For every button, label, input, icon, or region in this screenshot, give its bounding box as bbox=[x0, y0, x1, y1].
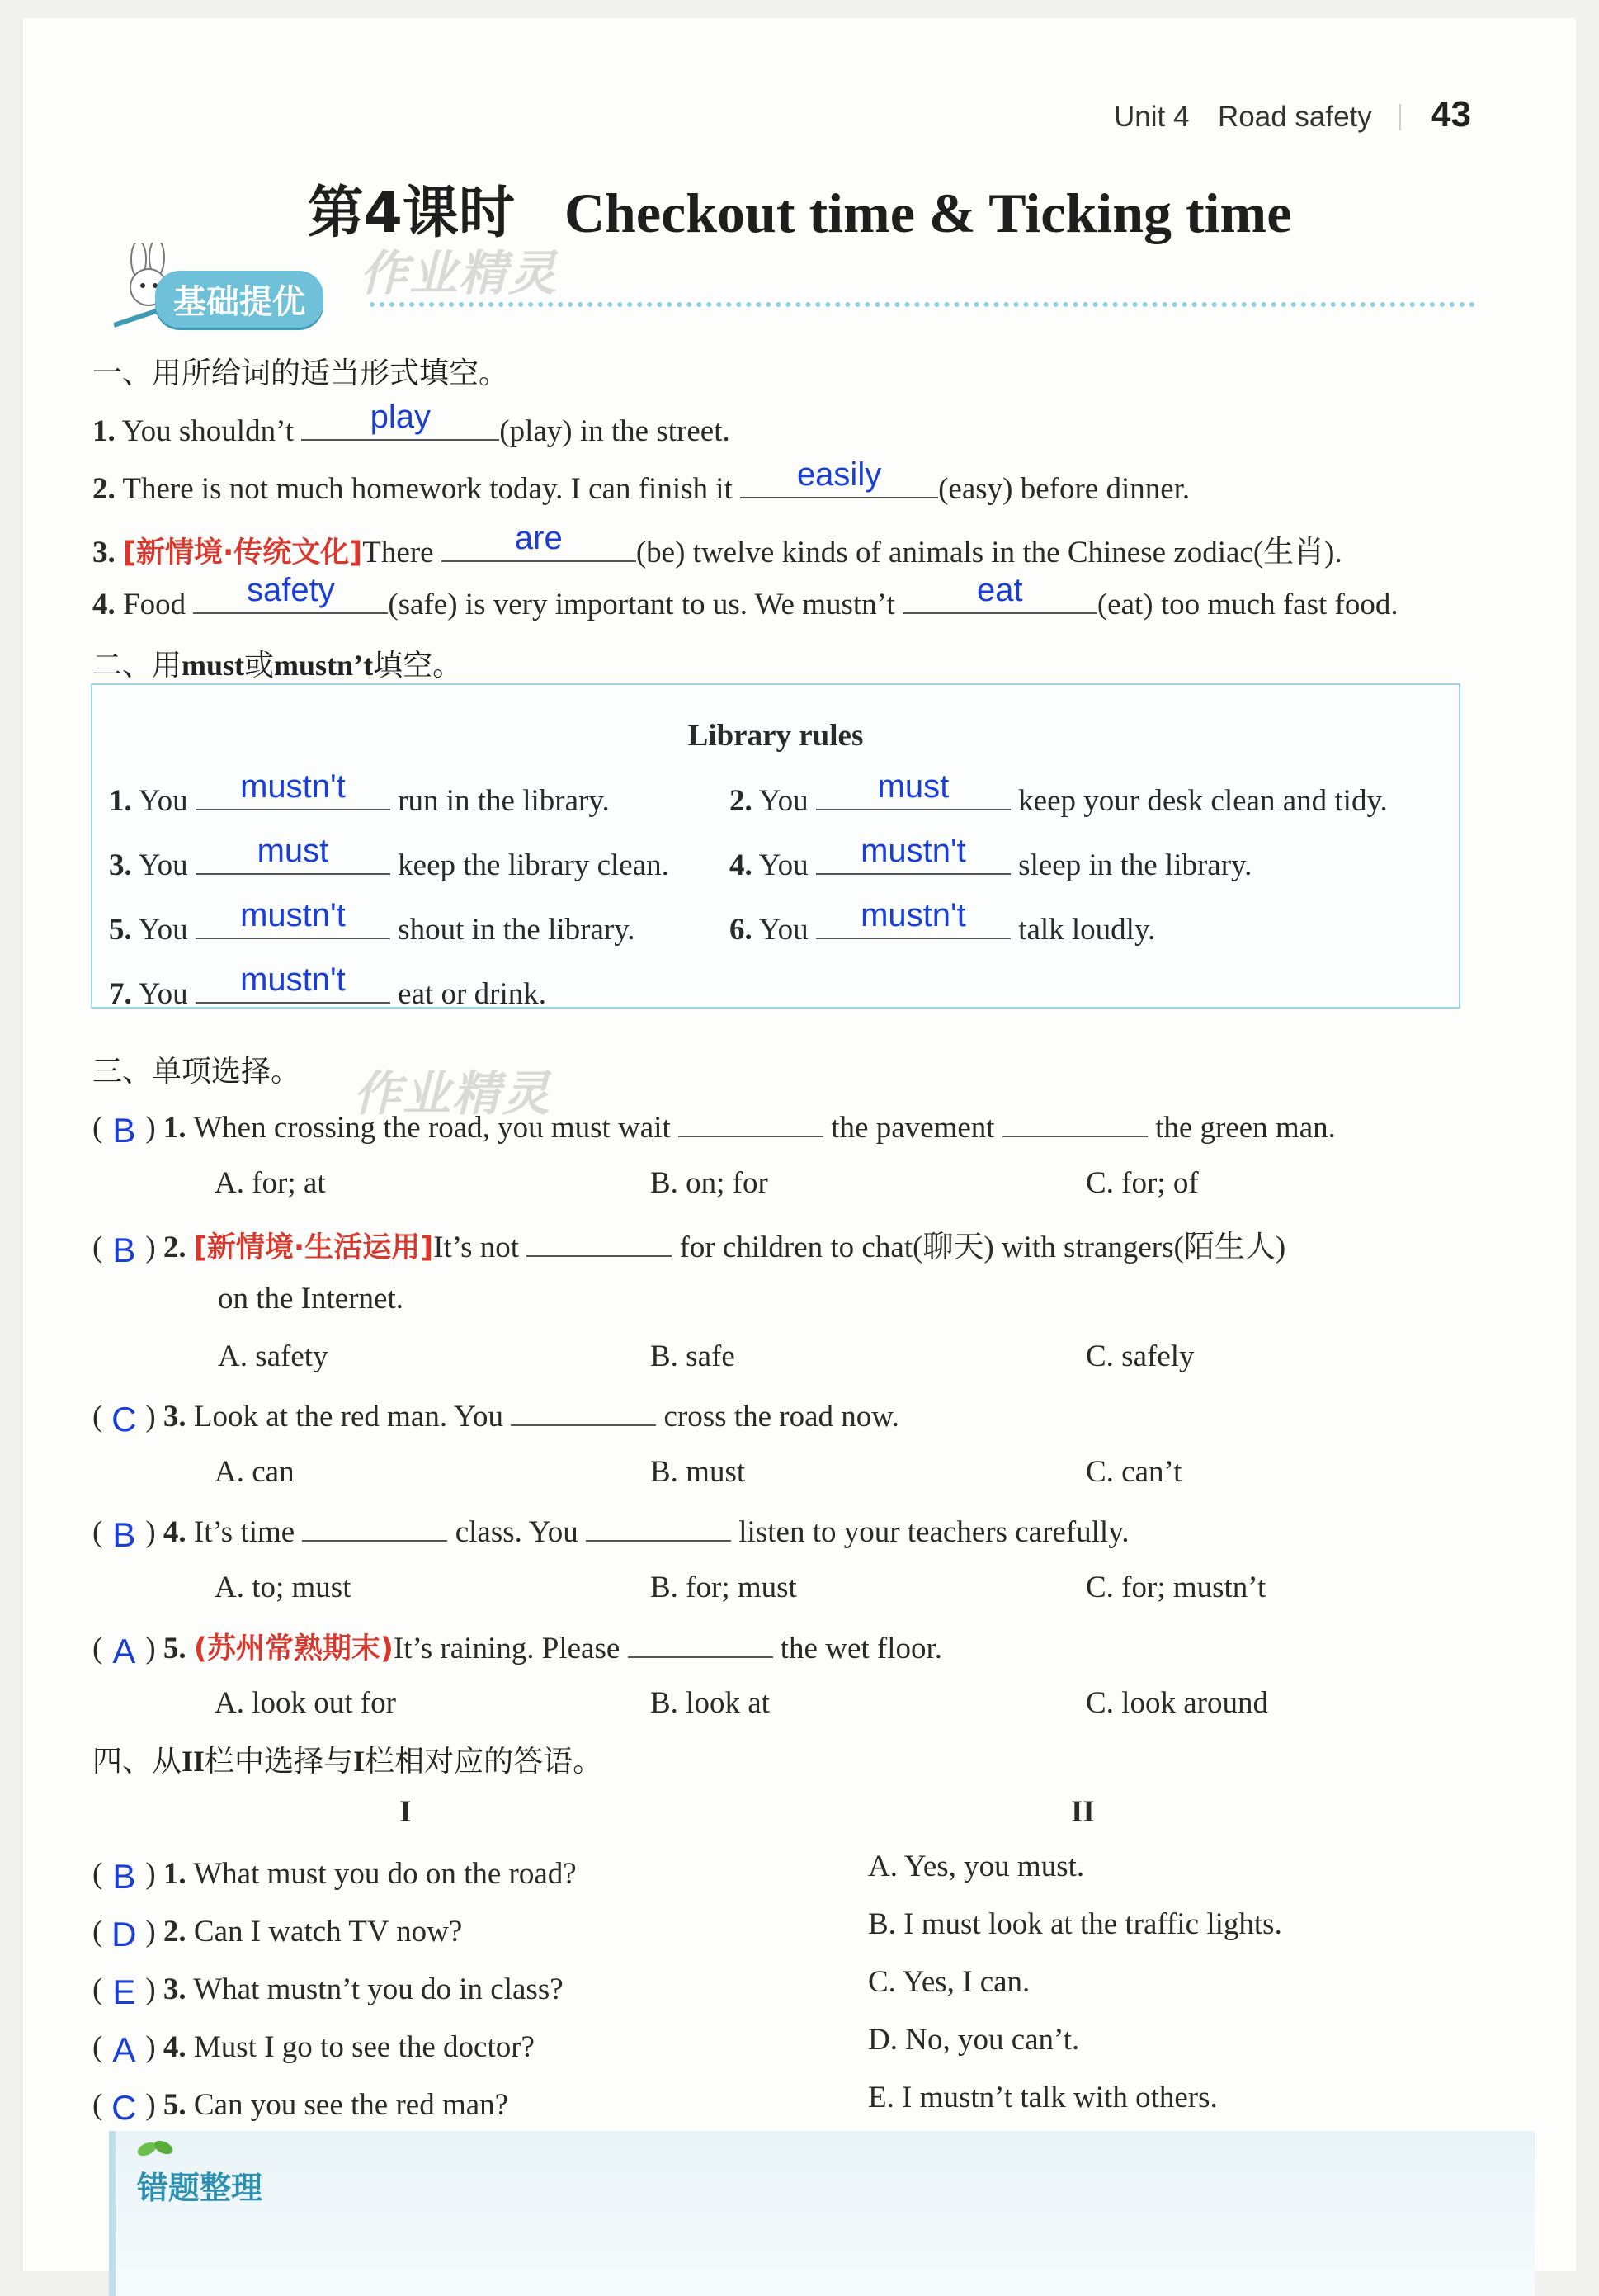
answer-blank[interactable]: mustn't bbox=[196, 974, 390, 1004]
option-b[interactable]: B. safe bbox=[650, 1339, 735, 1373]
option-a[interactable]: A. for; at bbox=[215, 1166, 326, 1200]
rule-4: 4. You mustn't sleep in the library. bbox=[729, 833, 1252, 882]
answer-blank[interactable]: safety bbox=[193, 584, 388, 614]
answer-blank[interactable]: are bbox=[441, 532, 636, 562]
unit-title: Road safety bbox=[1218, 101, 1372, 133]
section-badge: 基础提优 bbox=[155, 271, 323, 328]
match-answer[interactable]: B bbox=[112, 1857, 136, 1896]
library-rules-title: Library rules bbox=[687, 719, 864, 753]
choice-answer[interactable]: C bbox=[111, 1400, 137, 1439]
s3-question-4: ( B ) 4. It’s time class. You listen to your teachers carefully. bbox=[92, 1510, 1130, 1550]
option-a[interactable]: A. can bbox=[215, 1455, 295, 1489]
s3-question-1: ( B ) 1. When crossing the road, you must wait the pavement the green man. bbox=[92, 1106, 1336, 1146]
answer-blank[interactable] bbox=[678, 1108, 823, 1137]
answer-blank[interactable]: easily bbox=[740, 469, 938, 498]
section2-title: 二、用must或mustn’t填空。 bbox=[92, 649, 463, 683]
column-ii-header: II bbox=[1071, 1795, 1095, 1829]
match-answer[interactable]: E bbox=[112, 1972, 136, 2011]
answer-blank[interactable] bbox=[586, 1512, 731, 1542]
option-c[interactable]: C. look around bbox=[1086, 1686, 1268, 1720]
rule-5: 5. You mustn't shout in the library. bbox=[109, 897, 635, 947]
error-notes-area[interactable] bbox=[109, 2131, 1535, 2296]
answer-blank[interactable]: eat bbox=[903, 584, 1097, 614]
section1-title: 一、用所给词的适当形式填空。 bbox=[92, 357, 509, 390]
s3-question-2-cont: on the Internet. bbox=[218, 1282, 403, 1316]
option-c[interactable]: C. for; mustn’t bbox=[1086, 1571, 1266, 1604]
answer-blank[interactable]: play bbox=[301, 411, 499, 441]
choice-answer[interactable]: A bbox=[112, 1632, 136, 1670]
option-a[interactable]: A. look out for bbox=[215, 1686, 396, 1720]
choice-answer[interactable]: B bbox=[112, 1231, 136, 1269]
rule-7: 7. You mustn't eat or drink. bbox=[109, 961, 546, 1011]
answer-blank[interactable] bbox=[511, 1396, 656, 1426]
match-answer[interactable]: A bbox=[112, 2030, 136, 2069]
page-number: 43 bbox=[1431, 94, 1471, 135]
answer-blank[interactable] bbox=[1002, 1108, 1148, 1137]
answer-blank[interactable]: must bbox=[196, 845, 390, 875]
rule-1: 1. You mustn't run in the library. bbox=[109, 768, 610, 818]
s1-question-3: 3. [新情境·传统文化]There are (be) twelve kinds of animals in the Chinese zodiac(生肖). bbox=[92, 520, 1342, 569]
match-option-b: B. I must look at the traffic lights. bbox=[868, 1907, 1282, 1941]
answer-blank[interactable]: mustn't bbox=[816, 845, 1011, 875]
match-option-c: C. Yes, I can. bbox=[868, 1965, 1031, 1999]
s1-question-4: 4. Food safety (safe) is very important to us. We mustn’t eat (eat) too much fast food. bbox=[92, 572, 1399, 621]
s1-question-2: 2. There is not much homework today. I can finish it easily (easy) before dinner. bbox=[92, 456, 1191, 506]
answer-blank[interactable]: mustn't bbox=[196, 909, 390, 939]
answer-blank[interactable]: mustn't bbox=[816, 909, 1011, 939]
workbook-page bbox=[23, 18, 1576, 2271]
error-notes-title: 错题整理 bbox=[137, 2170, 263, 2206]
answer-blank[interactable] bbox=[526, 1227, 672, 1257]
answer-blank[interactable] bbox=[302, 1512, 447, 1542]
choice-answer[interactable]: B bbox=[112, 1111, 136, 1150]
match-option-a: A. Yes, you must. bbox=[868, 1850, 1085, 1883]
s1-question-1: 1. You shouldn’t play (play) in the street. bbox=[92, 399, 730, 448]
lesson-title bbox=[23, 168, 1576, 248]
match-question-1: ( B ) 1. What must you do on the road? bbox=[92, 1857, 577, 1896]
option-c[interactable]: C. can’t bbox=[1086, 1455, 1182, 1489]
choice-answer[interactable]: B bbox=[112, 1515, 136, 1554]
match-answer[interactable]: D bbox=[111, 1915, 137, 1953]
option-b[interactable]: B. look at bbox=[650, 1686, 770, 1720]
match-question-3: ( E ) 3. What mustn’t you do in class? bbox=[92, 1972, 564, 2011]
lesson-title-cn: 第4课时 bbox=[307, 181, 515, 246]
option-a[interactable]: A. safety bbox=[218, 1339, 328, 1373]
s3-question-5: ( A ) 5. (苏州常熟期末)It’s raining. Please the wet floor. bbox=[92, 1626, 942, 1667]
option-b[interactable]: B. on; for bbox=[650, 1166, 768, 1200]
column-i-header: I bbox=[399, 1795, 412, 1829]
answer-blank[interactable]: mustn't bbox=[196, 781, 390, 810]
match-answer[interactable]: C bbox=[111, 2088, 137, 2127]
option-c[interactable]: C. for; of bbox=[1086, 1166, 1199, 1200]
leaf-icon bbox=[135, 2138, 177, 2162]
answer-blank[interactable] bbox=[628, 1628, 773, 1658]
s3-question-2: ( B ) 2. [新情境·生活运用]It’s not for children to chat(聊天) with strangers(陌生人) bbox=[92, 1221, 1285, 1266]
option-b[interactable]: B. for; must bbox=[650, 1571, 797, 1604]
option-c[interactable]: C. safely bbox=[1086, 1339, 1195, 1373]
library-rules-box bbox=[91, 683, 1460, 1009]
rule-3: 3. You must keep the library clean. bbox=[109, 833, 669, 882]
match-question-4: ( A ) 4. Must I go to see the doctor? bbox=[92, 2030, 535, 2069]
section4-title: 四、从II栏中选择与I栏相对应的答语。 bbox=[92, 1745, 603, 1779]
watermark: 作业精灵 bbox=[360, 245, 559, 301]
match-question-2: ( D ) 2. Can I watch TV now? bbox=[92, 1915, 463, 1953]
rule-6: 6. You mustn't talk loudly. bbox=[729, 897, 1156, 947]
rule-2: 2. You must keep your desk clean and tidy. bbox=[729, 768, 1388, 818]
match-option-e: E. I mustn’t talk with others. bbox=[868, 2081, 1218, 2114]
section3-title: 三、单项选择。 bbox=[92, 1055, 301, 1089]
lesson-title-en: Checkout time & Ticking time bbox=[564, 182, 1292, 244]
header-divider bbox=[1399, 104, 1401, 130]
option-a[interactable]: A. to; must bbox=[215, 1571, 351, 1604]
answer-blank[interactable]: must bbox=[816, 781, 1011, 810]
match-question-5: ( C ) 5. Can you see the red man? bbox=[92, 2088, 509, 2127]
unit-label: Unit 4 bbox=[1114, 101, 1190, 133]
s3-question-3: ( C ) 3. Look at the red man. You cross the road now. bbox=[92, 1395, 899, 1434]
option-b[interactable]: B. must bbox=[650, 1455, 746, 1489]
watermark: 作业精灵 bbox=[353, 1065, 552, 1122]
match-option-d: D. No, you can’t. bbox=[868, 2023, 1080, 2057]
